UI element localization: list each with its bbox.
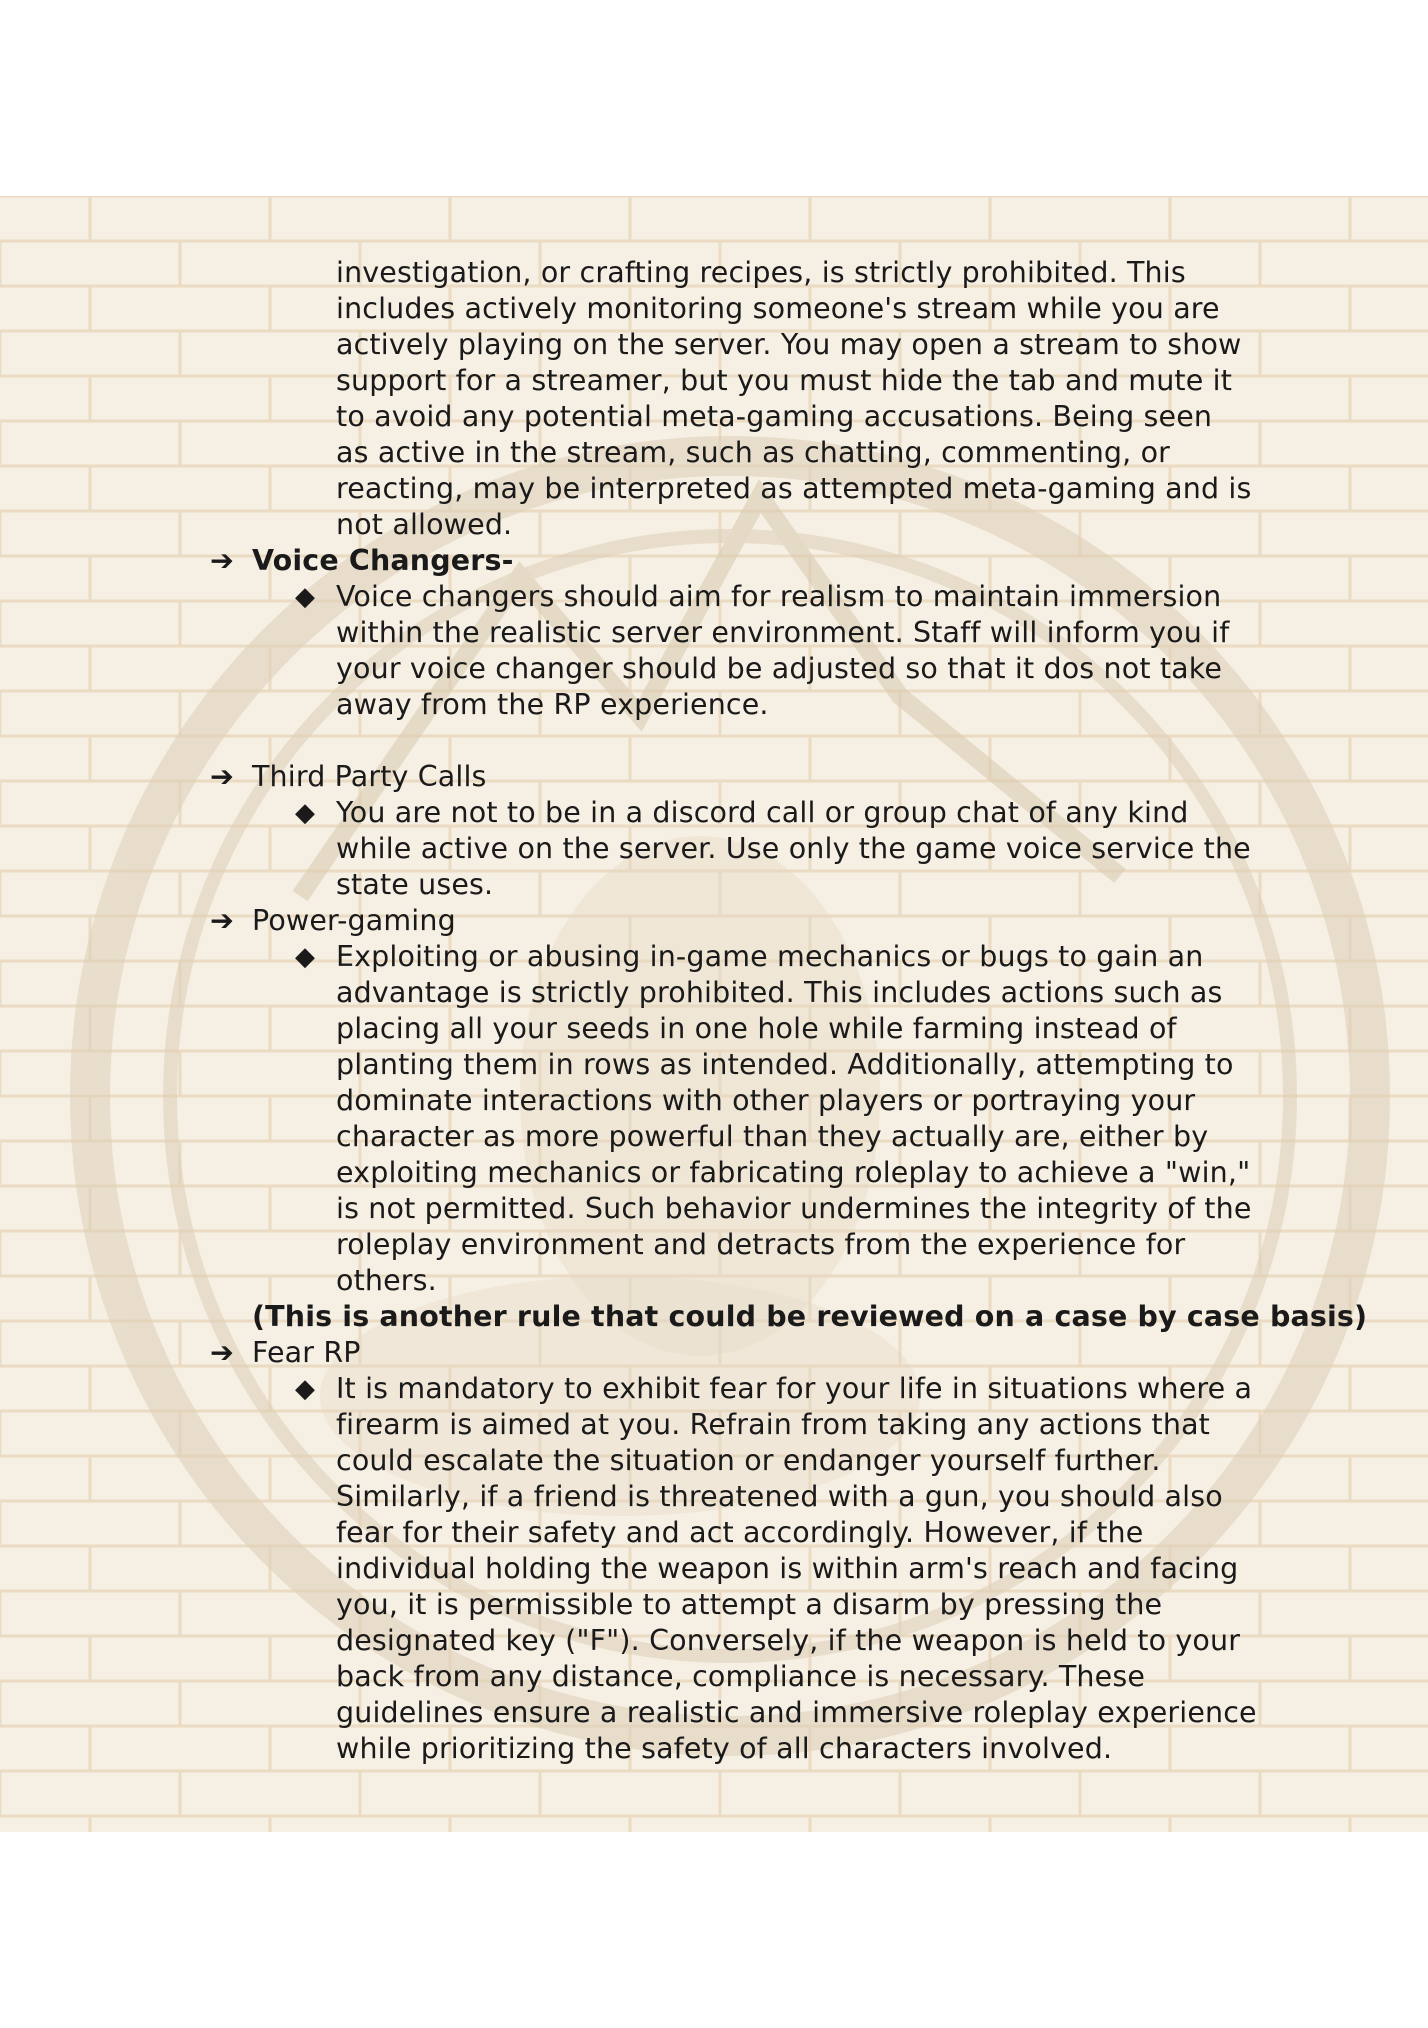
text-line: It is mandatory to exhibit fear for your life in situations where a — [336, 1372, 1253, 1405]
text-line: includes actively monitoring someone's stream while you are — [336, 292, 1220, 325]
text-line: advantage is strictly prohibited. This includes actions such as — [336, 976, 1223, 1009]
text-line: character as more powerful than they actually are, either by — [336, 1120, 1209, 1153]
text-line: Exploiting or abusing in-game mechanics or bugs to gain an — [336, 940, 1204, 973]
text-line: to avoid any potential meta-gaming accusations. Being seen — [336, 400, 1213, 433]
spacer — [0, 723, 1428, 759]
text-line: Similarly, if a friend is threatened with a gun, you should also — [336, 1480, 1223, 1513]
text-line: exploiting mechanics or fabricating roleplay to achieve a "win," — [336, 1156, 1251, 1189]
text-line: dominate interactions with other players or portraying your — [336, 1084, 1196, 1117]
text-line: individual holding the weapon is within arm's reach and facing — [336, 1552, 1239, 1585]
text-line: not allowed. — [336, 508, 513, 541]
text-line: fear for their safety and act accordingly. However, if the — [336, 1516, 1144, 1549]
section-heading-fear-rp — [0, 1335, 1428, 1371]
document-body — [0, 255, 1428, 1767]
section-title: Power-gaming — [252, 904, 456, 937]
text-line: others. — [336, 1264, 437, 1297]
text-line: reacting, may be interpreted as attempted meta-gaming and is — [336, 472, 1252, 505]
text-line: back from any distance, compliance is necessary. These — [336, 1660, 1146, 1693]
arrow-icon: ➔ — [210, 544, 235, 577]
text-line: within the realistic server environment. Staff will inform you if — [336, 616, 1230, 649]
text-line: planting them in rows as intended. Additionally, attempting to — [336, 1048, 1234, 1081]
diamond-bullet-icon: ◆ — [295, 942, 316, 972]
section-title: Fear RP — [252, 1336, 361, 1369]
text-line: you, it is permissible to attempt a disarm by pressing the — [336, 1588, 1163, 1621]
text-line: your voice changer should be adjusted so that it dos not take — [336, 652, 1223, 685]
text-line: while prioritizing the safety of all characters involved. — [336, 1732, 1113, 1765]
text-line: actively playing on the server. You may open a stream to show — [336, 328, 1242, 361]
section-title: Voice Changers- — [252, 544, 514, 577]
text-line: guidelines ensure a realistic and immersive roleplay experience — [336, 1696, 1257, 1729]
bullet-power-gaming — [0, 939, 1276, 1299]
arrow-icon: ➔ — [210, 904, 235, 937]
section-heading-third-party-calls — [0, 759, 1428, 795]
text-line: away from the RP experience. — [336, 688, 769, 721]
text-line: as active in the stream, such as chatting, commenting, or — [336, 436, 1171, 469]
arrow-icon: ➔ — [210, 1336, 235, 1369]
diamond-bullet-icon: ◆ — [295, 798, 316, 828]
text-line: designated key ("F"). Conversely, if the weapon is held to your — [336, 1624, 1241, 1657]
text-line: while active on the server. Use only the game voice service the — [336, 832, 1251, 865]
text-line: You are not to be in a discord call or group chat of any kind — [336, 796, 1189, 829]
diamond-bullet-icon: ◆ — [295, 582, 316, 612]
section-heading-voice-changers — [0, 543, 1428, 579]
diamond-bullet-icon: ◆ — [295, 1374, 316, 1404]
text-line: placing all your seeds in one hole while farming instead of — [336, 1012, 1177, 1045]
text-line: is not permitted. Such behavior undermines the integrity of the — [336, 1192, 1252, 1225]
text-line: support for a streamer, but you must hide the tab and mute it — [336, 364, 1233, 397]
section-heading-power-gaming — [0, 903, 1428, 939]
text-line: firearm is aimed at you. Refrain from taking any actions that — [336, 1408, 1211, 1441]
text-line: could escalate the situation or endanger yourself further. — [336, 1444, 1161, 1477]
review-note: (This is another rule that could be reviewed on a case by case basis) — [252, 1300, 1368, 1333]
text-line: roleplay environment and detracts from the experience for — [336, 1228, 1186, 1261]
text-line: investigation, or crafting recipes, is strictly prohibited. This — [336, 256, 1186, 289]
bullet-third-party-calls — [0, 795, 1276, 903]
text-line: state uses. — [336, 868, 494, 901]
bullet-fear-rp — [0, 1371, 1276, 1767]
bullet-voice-changers — [0, 579, 1276, 723]
arrow-icon: ➔ — [210, 760, 235, 793]
section-title: Third Party Calls — [252, 760, 487, 793]
intro-paragraph — [0, 255, 1276, 543]
text-line: Voice changers should aim for realism to maintain immersion — [336, 580, 1222, 613]
